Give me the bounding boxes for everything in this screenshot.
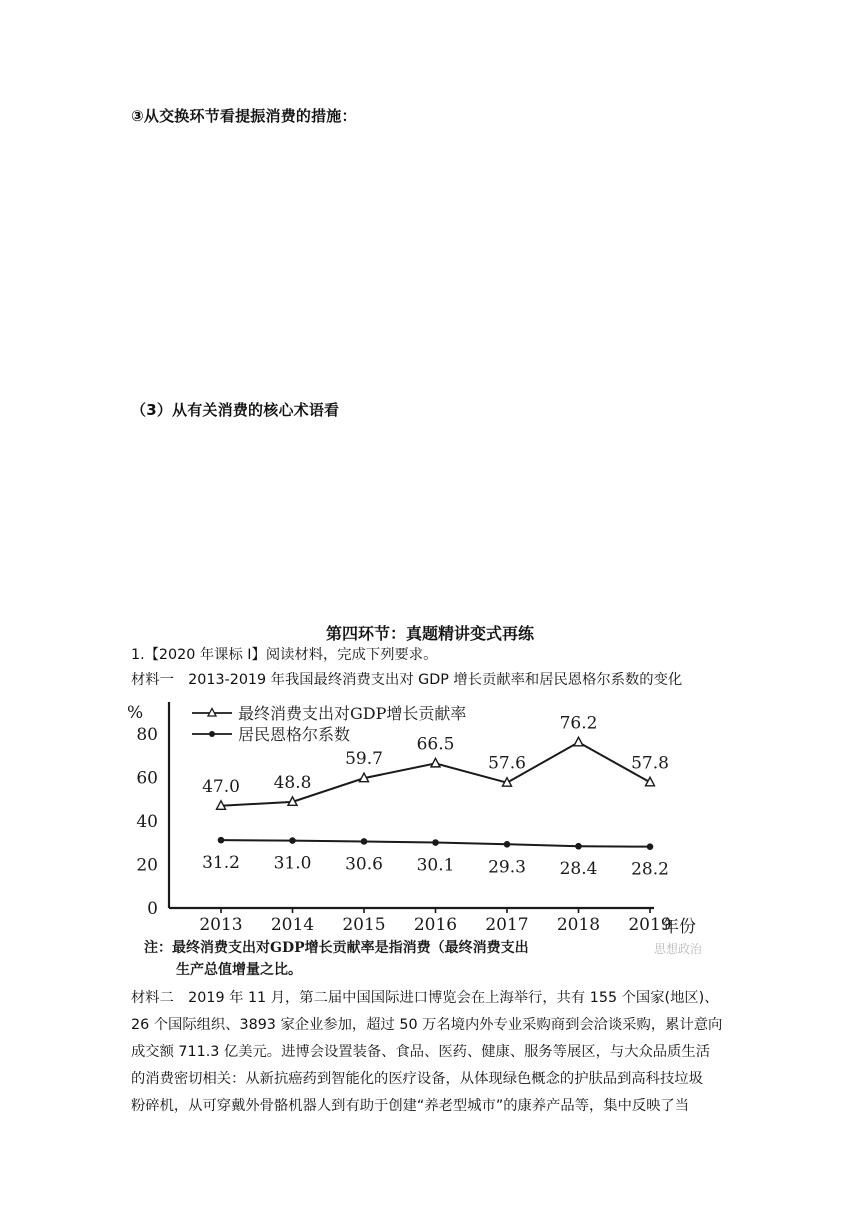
y-tick-label: 0 bbox=[147, 899, 158, 919]
data-label: 28.4 bbox=[559, 859, 598, 880]
legend-label-gdp: 最终消费支出对GDP增长贡献率 bbox=[238, 704, 467, 723]
core-terms-heading: （3）从有关消费的核心术语看 bbox=[131, 401, 340, 419]
data-label: 66.5 bbox=[416, 734, 455, 755]
data-label: 59.7 bbox=[345, 749, 383, 770]
chart-note bbox=[144, 939, 703, 978]
material-two-line-1: 材料二 2019 年 11 月，第二届中国国际进口博览会在上海举行，共有 155 个国家(地区)、 bbox=[131, 990, 719, 1006]
y-axis-unit-label: % bbox=[127, 703, 144, 723]
x-tick-label: 2017 bbox=[485, 915, 529, 935]
x-tick-label: 2016 bbox=[413, 915, 458, 935]
x-tick-label: 2014 bbox=[270, 915, 315, 935]
legend-dot-marker bbox=[209, 731, 215, 737]
y-tick-label: 20 bbox=[136, 855, 158, 876]
material-two-line-5: 粉碎机，从可穿戴外骨骼机器人到有助于创建“养老型城市”的康养产品等，集中反映了当 bbox=[131, 1098, 690, 1114]
x-tick-label: 2018 bbox=[556, 915, 601, 935]
chart-note-line-1: 注：最终消费支出对GDP增长贡献率是指消费（最终消费支出 bbox=[144, 940, 529, 956]
material-two-line-4: 的消费密切相关：从新抗癌药到智能化的医疗设备，从体现绿色概念的护肤品到高科技垃圾 bbox=[131, 1071, 703, 1087]
data-point-dot bbox=[218, 837, 225, 844]
data-point-dot bbox=[432, 839, 439, 846]
consumption-chart bbox=[124, 694, 724, 984]
question-intro: 1.【2020 年课标 I】阅读材料，完成下列要求。 bbox=[131, 647, 438, 663]
data-label: 47.0 bbox=[202, 776, 240, 797]
data-label: 57.8 bbox=[631, 753, 669, 774]
data-label: 76.2 bbox=[559, 713, 598, 734]
chart-note-line-2: 生产总值增量之比。 bbox=[176, 962, 302, 978]
legend-label-engel: 居民恩格尔系数 bbox=[238, 725, 351, 744]
series-engel-coefficient bbox=[202, 837, 669, 880]
data-label: 48.8 bbox=[273, 772, 312, 793]
material-two-line-2: 26 个国际组织、3893 家企业参加，超过 50 万名境内外专业采购商到会洽谈采购，累计意向 bbox=[131, 1017, 723, 1033]
y-tick-label: 60 bbox=[136, 768, 158, 789]
exchange-measures-heading: ③从交换环节看提振消费的措施： bbox=[131, 107, 357, 125]
data-point-dot bbox=[504, 841, 511, 848]
data-point-triangle bbox=[431, 758, 440, 767]
data-label: 31.0 bbox=[273, 853, 312, 874]
x-axis-label: 年份 bbox=[662, 917, 696, 937]
chart-axes bbox=[127, 702, 696, 937]
material-two-line-3: 成交额 711.3 亿美元。进博会设置装备、食品、医药、健康、服务等展区，与大众品质生活 bbox=[131, 1044, 710, 1060]
data-label: 30.1 bbox=[416, 855, 455, 876]
data-point-dot bbox=[647, 843, 654, 850]
data-point-triangle bbox=[574, 737, 583, 746]
part-four-title: 第四环节：真题精讲变式再练 bbox=[325, 624, 534, 643]
data-label: 29.3 bbox=[488, 857, 526, 878]
data-label: 57.6 bbox=[488, 753, 526, 774]
data-point-dot bbox=[361, 838, 368, 845]
chart-watermark: 思想政治 bbox=[654, 942, 703, 956]
x-tick-label: 2015 bbox=[342, 915, 386, 935]
data-point-dot bbox=[289, 837, 296, 844]
data-label: 31.2 bbox=[202, 853, 240, 874]
x-tick-label: 2019 bbox=[628, 915, 672, 935]
data-label: 28.2 bbox=[631, 859, 669, 880]
y-tick-label: 40 bbox=[136, 812, 158, 832]
data-label: 30.6 bbox=[345, 854, 383, 875]
y-ticks bbox=[136, 725, 158, 919]
material-one-title: 材料一 2013-2019 年我国最终消费支出对 GDP 增长贡献率和居民恩格尔系数的变化 bbox=[131, 672, 683, 688]
x-ticks bbox=[199, 908, 671, 935]
data-point-dot bbox=[575, 843, 582, 850]
x-tick-label: 2013 bbox=[199, 915, 243, 935]
y-tick-label: 80 bbox=[136, 725, 158, 745]
